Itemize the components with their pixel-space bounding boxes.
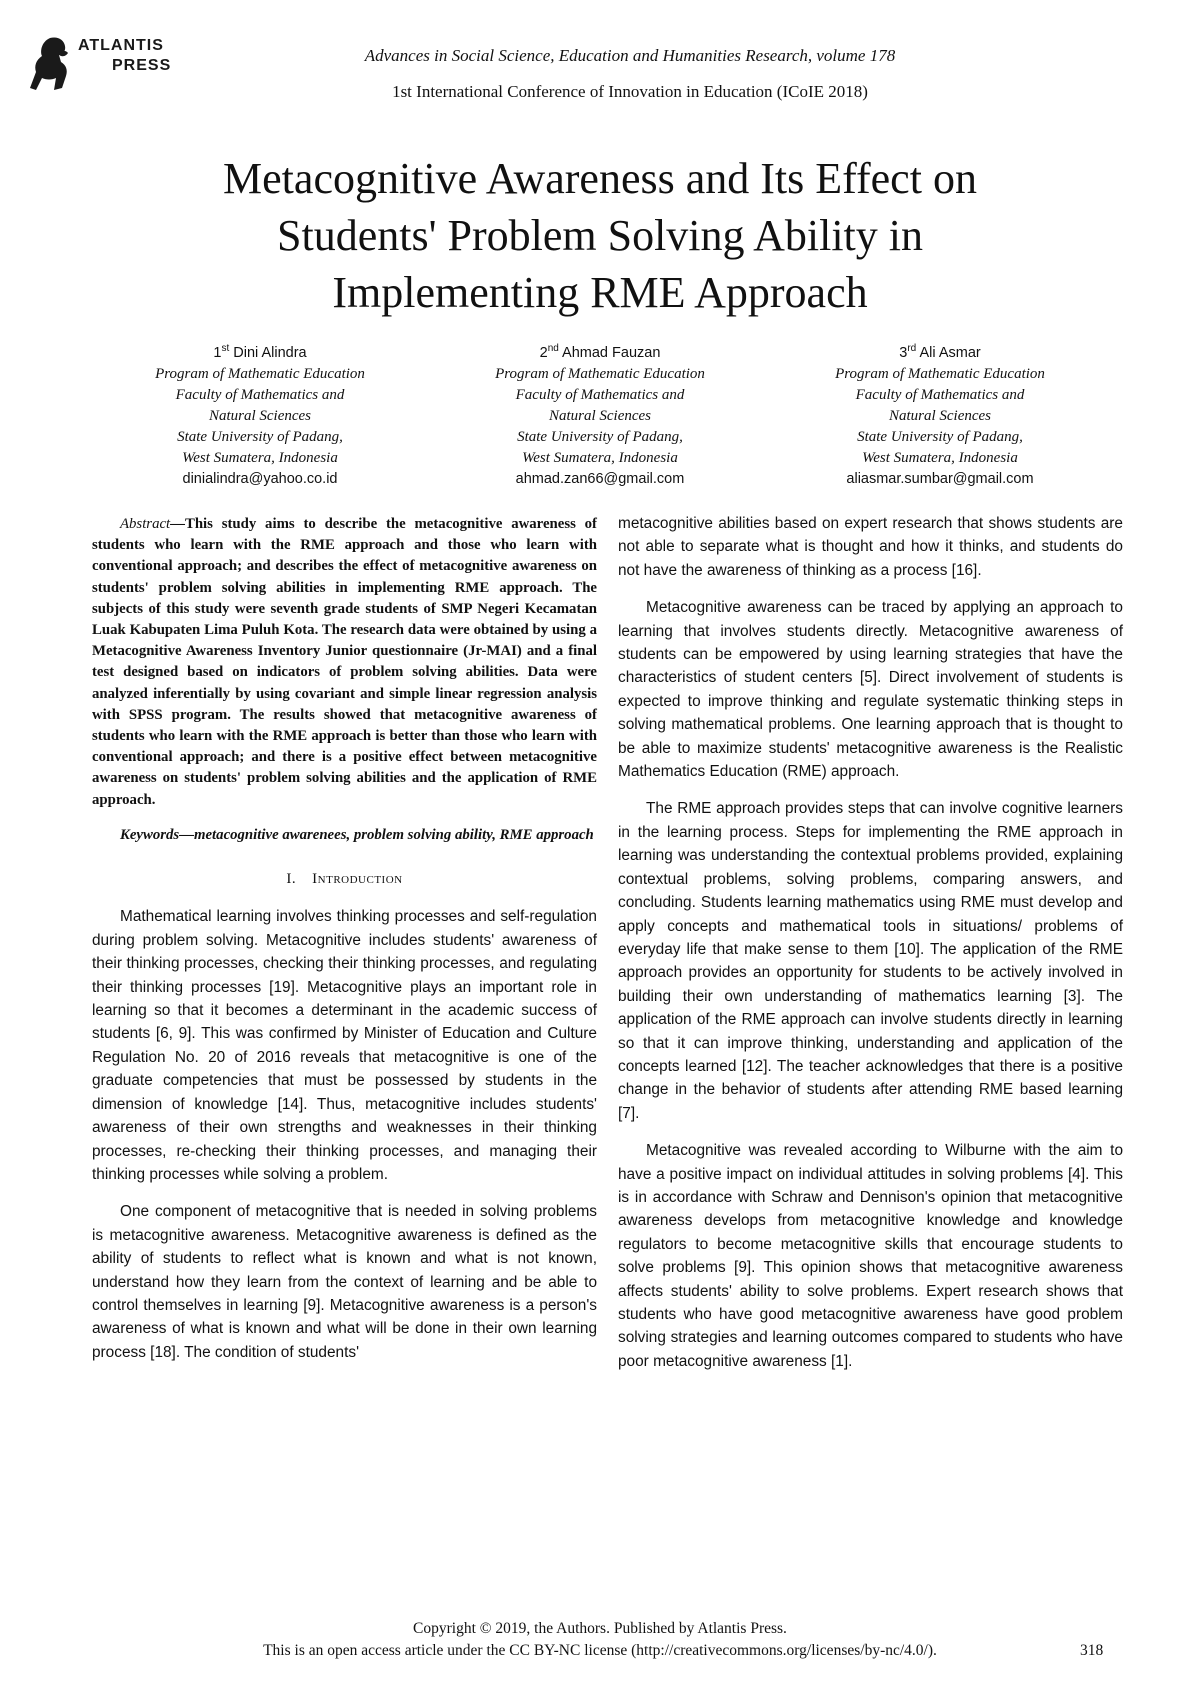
- author-email[interactable]: dinialindra@yahoo.co.id: [182, 470, 338, 487]
- author-affiliation: Program of Mathematic Education Faculty of Mathematics and Natural Sciences State University of Padang, West Sumatera, Indonesia: [495, 365, 705, 466]
- abstract-text: —This study aims to describe the metacognitive awareness of students who learn with the RME approach and those who learn with conventional approach; and describes the effect of metacognitive awareness on students' problem solving abilities in implementing RME approach. The subjects of this study were seventh grade students of SMP Negeri Kecamatan Luak Kabupaten Lima Puluh Kota. The research data were obtained by using a Metacognitive Awareness Inventory Junior questionnaire (Jr-MAI) and a final test designed based on indicators of problem solving abilities. Data were analyzed inferentially by using covariant and simple linear regression analysis with SPSS program. The results showed that metacognitive awareness of students who learn with the RME approach is better than those who learn with conventional approach; and there is a positive effect between metacognitive awareness on students' problem solving abilities and the application of RME approach.: [92, 516, 597, 808]
- paragraph: Metacognitive awareness can be traced by applying an approach to learning that involves students directly. Metacognitive awareness of students can be empowered by using learning strategies that have the characteristics of student centers [5]. Direct involvement of students is expected to improve thinking and regulate systematic thinking steps in solving mathematical problems. One learning approach that is thought to be able to maximize students' metacognitive awareness is the Realistic Mathematics Education (RME) approach.: [618, 599, 1123, 781]
- paper-title: [100, 150, 1100, 321]
- license-notice[interactable]: This is an open access article under the CC BY-NC license (http://creativecommons.org/licenses/by-nc/4.0/).: [263, 1642, 937, 1659]
- title-line-2: Students' Problem Solving Ability in: [277, 211, 923, 260]
- author-2: [440, 338, 760, 490]
- paragraph: The RME approach provides steps that can involve cognitive learners in the learning process. Steps for implementing the RME approach in learning was understanding the contextual problems provided, explaining contextual problems, solving problems, comparing answers, and concluding. Students learning mathematics using RME must develop and apply concepts and mathematical tools in situations/ problems of everyday life that make sense to them [10]. The application of the RME approach provides an opportunity for students to be actively involved in building their own understanding of mathematics learning [3]. The application of the RME approach can involve students directly in learning so that it can improve thinking, understanding and application of the concepts learned [12]. The teacher acknowledges that there is a positive change in the behavior of students after attending RME based learning [7].: [618, 800, 1123, 1122]
- author-name: 1st Dini Alindra: [213, 343, 307, 361]
- right-column: [618, 512, 1123, 1387]
- section-heading-introduction: I. Introduction: [286, 871, 403, 888]
- paragraph: Mathematical learning involves thinking processes and self-regulation during problem solving. Metacognitive includes students' awareness of their thinking processes, checking their thinking processes, and regulating their thinking processes [19]. Metacognitive plays an important role in learning so that it becomes a determinant in the academic success of students [6, 9]. This was confirmed by Minister of Education and Culture Regulation No. 20 of 2016 reveals that metacognitive is one of the graduate competencies that must be possessed by students in the dimension of knowledge [14]. Thus, metacognitive includes students' awareness of their own strengths and weaknesses in their thinking processes, re-checking their thinking processes, and managing their thinking processes while solving a problem.: [92, 908, 597, 1183]
- author-affiliation: Program of Mathematic Education Faculty of Mathematics and Natural Sciences State University of Padang, West Sumatera, Indonesia: [835, 365, 1045, 466]
- author-email[interactable]: aliasmar.sumbar@gmail.com: [846, 470, 1034, 487]
- keywords: Keywords—metacognitive awarenees, problem solving ability, RME approach: [120, 826, 594, 843]
- conference-name: 1st International Conference of Innovation in Education (ICoIE 2018): [392, 82, 868, 101]
- thinker-silhouette-icon: [28, 32, 76, 94]
- paragraph-continued: metacognitive abilities based on expert research that shows students are not able to separate what is thought and how it thinks, and students do not have the awareness of thinking as a process [16].: [618, 515, 1123, 579]
- copyright-notice: Copyright © 2019, the Authors. Published by Atlantis Press.: [413, 1620, 787, 1637]
- paragraph: Metacognitive was revealed according to Wilburne with the aim to have a positive impact on individual attitudes in solving problems [4]. This is in accordance with Schraw and Dennison's opinion that metacognitive awareness develops from metacognitive knowledge and knowledge regulators to become metacognitive skills that encourage students to solve problems [9]. This opinion shows that metacognitive awareness affects students' ability to solve problems. Expert research shows that students who have good metacognitive awareness have good problem solving strategies and learning outcomes compared to students who have poor metacognitive awareness [1].: [618, 1142, 1123, 1370]
- publisher-logo: [28, 32, 178, 94]
- abstract-label: Abstract: [120, 516, 171, 532]
- page-number: 318: [1080, 1642, 1104, 1659]
- journal-name: Advances in Social Science, Education and Humanities Research, volume 178: [364, 46, 896, 65]
- title-line-1: Metacognitive Awareness and Its Effect on: [223, 154, 977, 203]
- title-line-3: Implementing RME Approach: [332, 268, 868, 317]
- author-3: [780, 338, 1100, 490]
- author-email[interactable]: ahmad.zan66@gmail.com: [515, 470, 685, 487]
- logo-line-2: PRESS: [112, 57, 172, 74]
- paragraph: One component of metacognitive that is needed in solving problems is metacognitive awareness. Metacognitive awareness is defined as the ability of students to reflect what is known and what is not known, understand how they learn from the context of learning and be able to control themselves in learning [9]. Metacognitive awareness is a person's awareness of what is known and what will be done in their own learning process [18]. The condition of students': [92, 1203, 597, 1361]
- author-affiliation: Program of Mathematic Education Faculty of Mathematics and Natural Sciences State University of Padang, West Sumatera, Indonesia: [155, 365, 365, 466]
- author-1: [100, 338, 420, 490]
- author-name: 2nd Ahmad Fauzan: [539, 343, 661, 361]
- abstract: [92, 514, 597, 811]
- page-footer: [150, 1618, 1050, 1662]
- logo-line-1: ATLANTIS: [78, 37, 164, 54]
- author-name: 3rd Ali Asmar: [899, 343, 981, 361]
- left-column: [92, 514, 597, 1378]
